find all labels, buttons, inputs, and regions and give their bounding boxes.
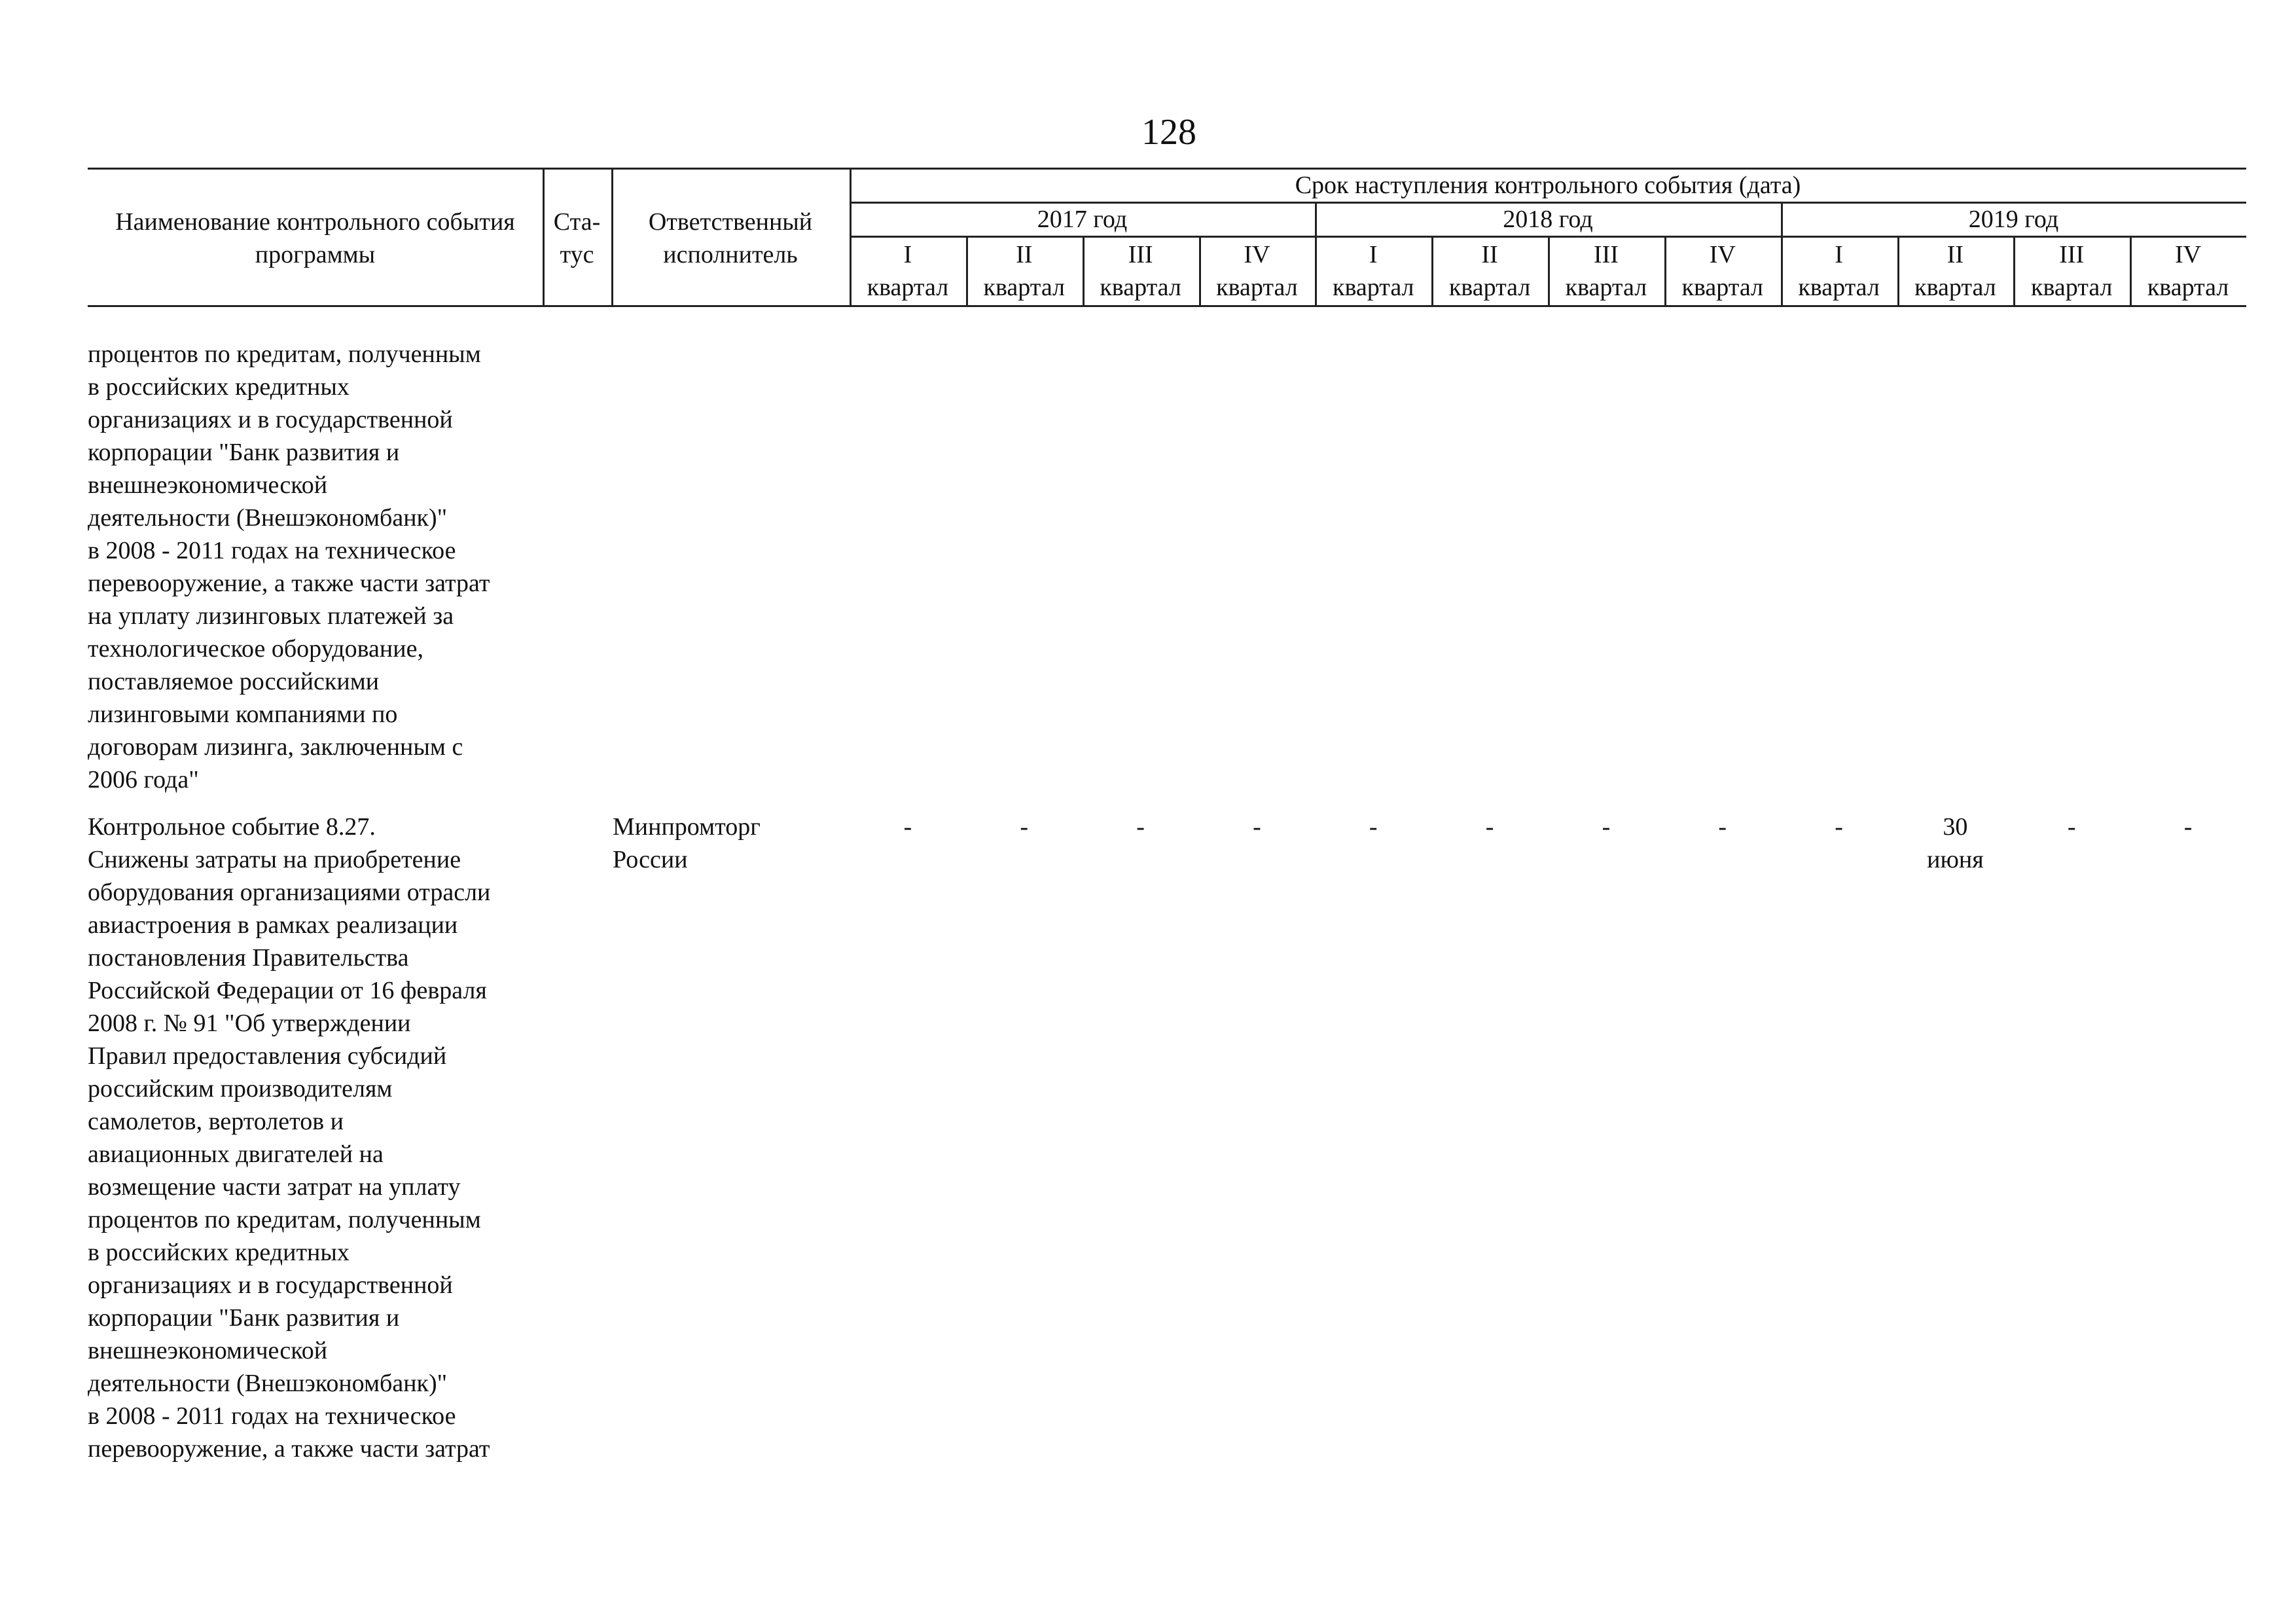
event-line: корпорации "Банк развития и xyxy=(88,1304,400,1332)
header-responsible-line1: Ответственный xyxy=(648,208,813,236)
continuation-line: лизинговыми компаниями по xyxy=(88,701,398,728)
header-bottom-rule xyxy=(88,305,2246,307)
event-line: перевооружение, а также части затрат xyxy=(88,1435,490,1463)
event-line: в российских кредитных xyxy=(88,1239,350,1266)
continuation-line: технологическое оборудование, xyxy=(88,635,423,663)
continuation-line: деятельности (Внешэкономбанк)" xyxy=(88,504,448,532)
quarter-label: квартал xyxy=(1565,274,1647,301)
quarter-label: квартал xyxy=(1100,274,1181,301)
event-line: самолетов, вертолетов и xyxy=(88,1108,344,1135)
quarter-numeral: IV xyxy=(1709,241,1736,268)
quarter-numeral: I xyxy=(1835,241,1843,268)
quarter-label: квартал xyxy=(2147,274,2229,301)
event-line: 2008 г. № 91 "Об утверждении xyxy=(88,1010,411,1037)
quarter-numeral: III xyxy=(1128,241,1153,268)
quarter-numeral: III xyxy=(1593,241,1619,268)
responsible-line1: Минпромторг xyxy=(613,813,761,841)
continuation-line: поставляемое российскими xyxy=(88,668,380,695)
event-line: организациях и в государственной xyxy=(88,1271,453,1299)
event-line: процентов по кредитам, полученным xyxy=(88,1206,481,1233)
quarter-label: квартал xyxy=(1681,274,1763,301)
quarter-value: 30 июня xyxy=(1927,813,1984,873)
quarter-value: - xyxy=(1718,813,1727,841)
quarter-label: квартал xyxy=(867,274,949,301)
continuation-line: организациях и в государственной xyxy=(88,406,453,433)
header-year-2018: 2018 год xyxy=(1503,206,1593,233)
continuation-line: в 2008 - 2011 годах на техническое xyxy=(88,537,456,564)
header-event-name-line2: программы xyxy=(255,241,376,268)
continuation-line: на уплату лизинговых платежей за xyxy=(88,602,454,630)
quarter-numeral: IV xyxy=(1244,241,1270,268)
event-line: возмещение части затрат на уплату xyxy=(88,1173,461,1201)
continuation-line: внешнеэкономической xyxy=(88,471,328,499)
table-header xyxy=(88,168,2246,308)
page-number: 128 xyxy=(1141,112,1196,153)
event-line: Контрольное событие 8.27. xyxy=(88,813,376,841)
quarter-numeral: II xyxy=(1946,241,1964,268)
quarter-numeral: I xyxy=(903,241,912,268)
continuation-line: корпорации "Банк развития и xyxy=(88,439,400,466)
quarter-label: квартал xyxy=(2030,274,2113,301)
event-line: в 2008 - 2011 годах на техническое xyxy=(88,1402,456,1430)
event-line: Российской Федерации от 16 февраля xyxy=(88,977,487,1004)
quarter-value: - xyxy=(2183,813,2193,841)
quarter-value: - xyxy=(1136,813,1145,841)
event-line: авиационных двигателей на xyxy=(88,1140,384,1168)
quarter-value: - xyxy=(1020,813,1029,841)
quarter-label: квартал xyxy=(983,274,1065,301)
quarter-numeral: II xyxy=(1481,241,1498,268)
continuation-text xyxy=(88,338,546,796)
quarter-value: - xyxy=(1485,813,1494,841)
quarter-value: - xyxy=(1369,813,1378,841)
header-event-name-line1: Наименование контрольного события xyxy=(115,208,515,236)
continuation-line: 2006 года" xyxy=(88,766,199,793)
event-line: постановления Правительства xyxy=(88,944,409,972)
quarter-label: квартал xyxy=(1798,274,1880,301)
responsible-line2: России xyxy=(613,846,688,873)
quarter-label: квартал xyxy=(1332,274,1414,301)
quarter-numeral: I xyxy=(1369,241,1378,268)
header-status-line1: Ста- xyxy=(553,208,601,236)
event-line: внешнеэкономической xyxy=(88,1337,328,1364)
event-line: Снижены затраты на приобретение xyxy=(88,846,461,873)
quarter-value: - xyxy=(2067,813,2076,841)
quarter-numeral: III xyxy=(2059,241,2085,268)
header-year-2017: 2017 год xyxy=(1037,206,1128,233)
event-line: авиастроения в рамках реализации xyxy=(88,911,458,939)
quarter-label: квартал xyxy=(1914,274,1996,301)
header-responsible-line2: исполнитель xyxy=(663,241,798,268)
header-deadline-title: Срок наступления контрольного события (дата) xyxy=(1295,172,1801,199)
quarter-numeral: IV xyxy=(2175,241,2202,268)
event-8-27-responsible xyxy=(613,811,761,876)
quarter-label: квартал xyxy=(1448,274,1531,301)
quarter-value: - xyxy=(903,813,912,841)
quarter-value: - xyxy=(1602,813,1611,841)
quarter-numeral: II xyxy=(1016,241,1033,268)
continuation-line: перевооружение, а также части затрат xyxy=(88,570,490,597)
event-line: российским производителям xyxy=(88,1075,393,1103)
event-line: Правил предоставления субсидий xyxy=(88,1042,447,1070)
quarter-value: - xyxy=(1835,813,1843,841)
continuation-line: процентов по кредитам, полученным xyxy=(88,340,481,368)
quarter-label: квартал xyxy=(1216,274,1298,301)
event-8-27-text xyxy=(88,811,546,1465)
continuation-line: в российских кредитных xyxy=(88,373,350,401)
header-status-line2: тус xyxy=(560,241,594,268)
event-line: деятельности (Внешэкономбанк)" xyxy=(88,1370,448,1397)
continuation-line: договорам лизинга, заключенным с xyxy=(88,733,463,761)
header-year-2019: 2019 год xyxy=(1968,206,2059,233)
quarter-value: - xyxy=(1253,813,1261,841)
event-line: оборудования организациями отрасли xyxy=(88,879,491,906)
